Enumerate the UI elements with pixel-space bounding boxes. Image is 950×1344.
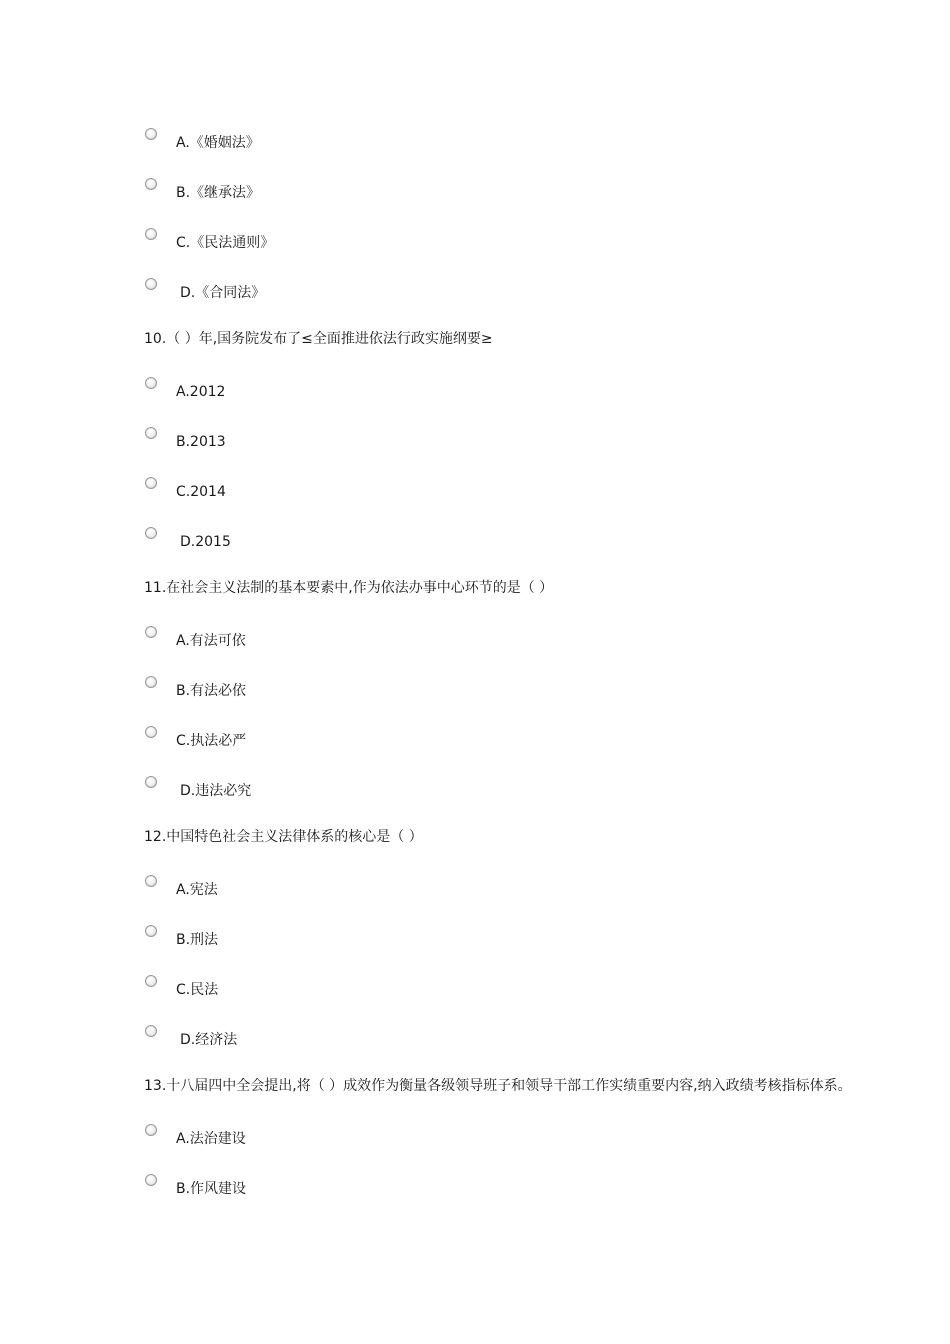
radio-q13-b[interactable] <box>145 1174 157 1186</box>
radio-q13-a[interactable] <box>145 1124 157 1136</box>
question-13-text: 13.十八届四中全会提出,将（ ）成效作为衡量各级领导班子和领导干部工作实绩重要内容,纳入政绩考核指标体系。 <box>144 1078 852 1094</box>
option-q11-a: A.有法可依 <box>176 633 246 649</box>
option-q13-b: B.作风建设 <box>176 1181 247 1197</box>
radio-q11-a[interactable] <box>145 626 157 638</box>
option-q11-c: C.执法必严 <box>176 733 247 749</box>
option-q10-a: A.2012 <box>176 384 226 400</box>
radio-q11-d[interactable] <box>145 776 157 788</box>
option-q10-c: C.2014 <box>176 484 226 500</box>
option-q9-d: D.《合同法》 <box>180 285 266 301</box>
radio-q10-b[interactable] <box>145 427 157 439</box>
radio-q10-c[interactable] <box>145 477 157 489</box>
radio-q9-a[interactable] <box>145 128 157 140</box>
question-12-text: 12.中国特色社会主义法律体系的核心是（ ） <box>144 829 423 845</box>
option-q13-a: A.法治建设 <box>176 1131 246 1147</box>
radio-q12-a[interactable] <box>145 875 157 887</box>
option-q10-b: B.2013 <box>176 434 226 450</box>
option-q10-d: D.2015 <box>180 534 231 550</box>
option-q12-d: D.经济法 <box>180 1032 238 1048</box>
option-q12-b: B.刑法 <box>176 932 219 948</box>
radio-q10-d[interactable] <box>145 527 157 539</box>
radio-q9-b[interactable] <box>145 178 157 190</box>
radio-q11-b[interactable] <box>145 676 157 688</box>
radio-q12-b[interactable] <box>145 925 157 937</box>
radio-q9-c[interactable] <box>145 228 157 240</box>
option-q12-a: A.宪法 <box>176 882 218 898</box>
option-q9-c: C.《民法通则》 <box>176 235 275 251</box>
option-q11-b: B.有法必依 <box>176 683 247 699</box>
radio-q10-a[interactable] <box>145 377 157 389</box>
radio-q11-c[interactable] <box>145 726 157 738</box>
option-q9-b: B.《继承法》 <box>176 185 261 201</box>
question-11-text: 11.在社会主义法制的基本要素中,作为依法办事中心环节的是（ ） <box>144 580 554 596</box>
option-q11-d: D.违法必究 <box>180 783 252 799</box>
radio-q9-d[interactable] <box>145 278 157 290</box>
question-10-text: 10.（ ）年,国务院发布了≤全面推进依法行政实施纲要≥ <box>144 331 493 347</box>
option-q9-a: A.《婚姻法》 <box>176 135 260 151</box>
radio-q12-d[interactable] <box>145 1025 157 1037</box>
radio-q12-c[interactable] <box>145 975 157 987</box>
option-q12-c: C.民法 <box>176 982 219 998</box>
